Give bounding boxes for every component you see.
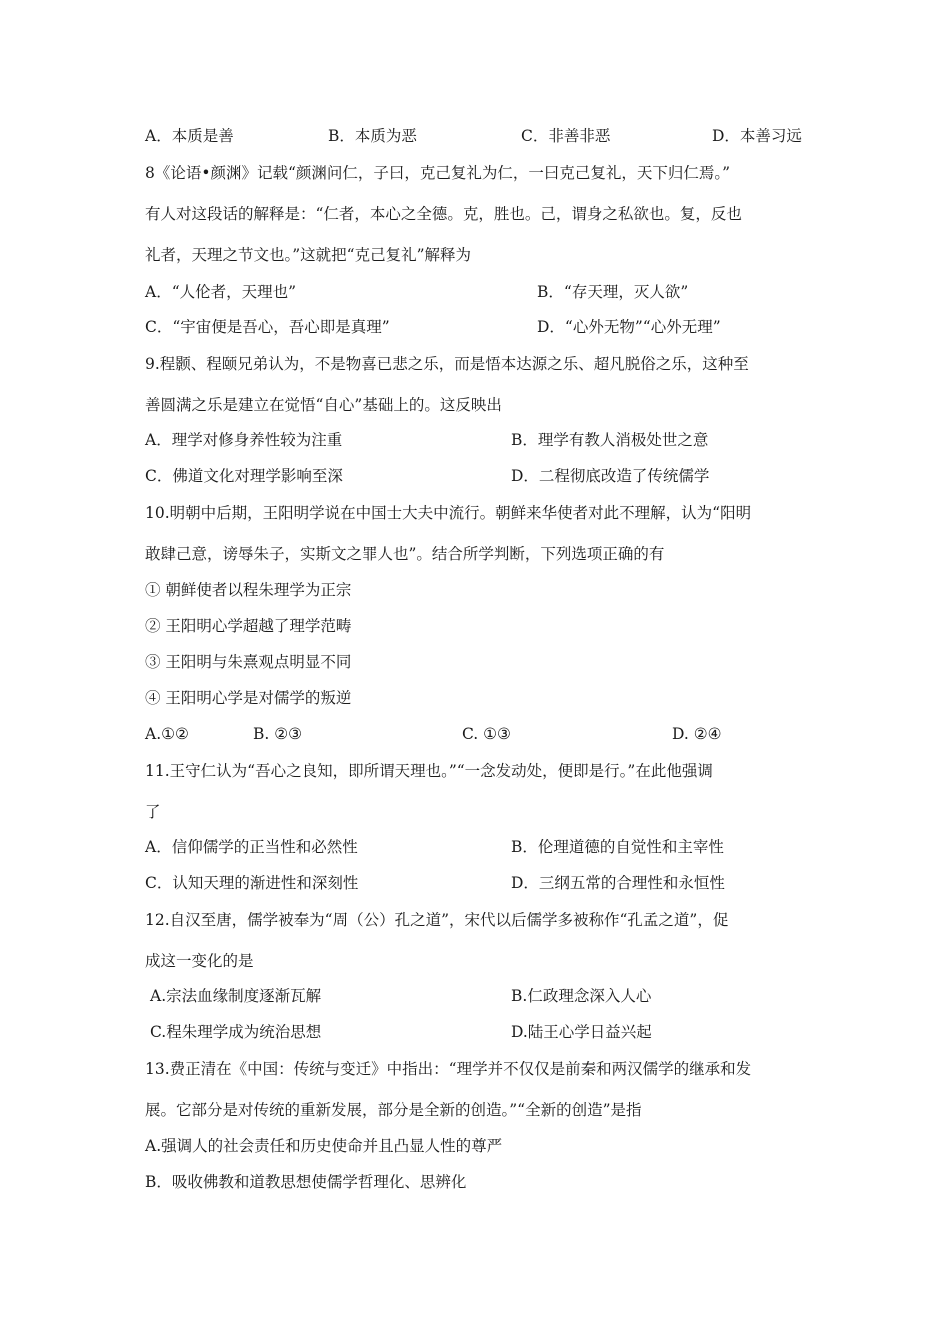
q9-stem-line-1: 9.程颢、程颐兄弟认为，不是物喜已悲之乐，而是悟本达源之乐、超凡脱俗之乐，这种至 <box>145 355 749 373</box>
q10-option-a: A.①② <box>145 725 189 743</box>
q12-stem-line-1: 12.自汉至唐，儒学被奉为“周（公）孔之道”，宋代以后儒学多被称作“孔孟之道”，促 <box>145 911 729 929</box>
q10-item-1: ① 朝鲜使者以程朱理学为正宗 <box>145 581 352 599</box>
q13-stem-line-2: 展。它部分是对传统的重新发展，部分是全新的创造。”“全新的创造”是指 <box>145 1101 642 1119</box>
q8-option-a: A．“人伦者，天理也” <box>145 283 297 301</box>
q12-option-b: B.仁政理念深入人心 <box>511 987 652 1005</box>
q9-option-c: C．佛道文化对理学影响至深 <box>145 467 343 485</box>
q10-option-c: C. ①③ <box>462 725 511 743</box>
q8-stem-line-1: 8《论语•颜渊》记载“颜渊问仁，子曰，克己复礼为仁，一曰克己复礼，天下归仁焉。” <box>145 164 731 182</box>
q10-item-3: ③ 王阳明与朱熹观点明显不同 <box>145 653 352 671</box>
q9-option-b: B．理学有教人消极处世之意 <box>511 431 709 449</box>
q12-stem-line-2: 成这一变化的是 <box>145 952 254 970</box>
q10-stem-line-1: 10.明朝中后期，王阳明学说在中国士大夫中流行。朝鲜来华使者对此不理解，认为“阳明 <box>145 504 752 522</box>
q11-stem-line-2: 了 <box>145 803 161 821</box>
q8-option-c: C．“宇宙便是吾心，吾心即是真理” <box>145 318 390 336</box>
q7-option-c: C．非善非恶 <box>521 127 611 145</box>
q7-option-a: A．本质是善 <box>145 127 234 145</box>
q11-option-c: C．认知天理的渐进性和深刻性 <box>145 874 359 892</box>
q8-option-b: B．“存天理，灭人欲” <box>537 283 689 301</box>
q9-option-a: A．理学对修身养性较为注重 <box>145 431 343 449</box>
q10-option-b: B. ②③ <box>253 725 303 743</box>
q13-option-b: B．吸收佛教和道教思想使儒学哲理化、思辨化 <box>145 1173 467 1191</box>
q12-option-c: C.程朱理学成为统治思想 <box>150 1023 322 1041</box>
q9-stem-line-2: 善圆满之乐是建立在觉悟“自心”基础上的。这反映出 <box>145 396 502 414</box>
q10-stem-line-2: 敢肆己意，谤辱朱子，实斯文之罪人也”。结合所学判断，下列选项正确的有 <box>145 545 665 563</box>
q13-option-a: A.强调人的社会责任和历史使命并且凸显人性的尊严 <box>145 1137 503 1155</box>
q10-item-4: ④ 王阳明心学是对儒学的叛逆 <box>145 689 352 707</box>
q11-stem-line-1: 11.王守仁认为“吾心之良知，即所谓天理也。”“一念发动处，便即是行。”在此他强调 <box>145 762 713 780</box>
q8-stem-line-2: 有人对这段话的解释是：“仁者，本心之全德。克，胜也。己，谓身之私欲也。复，反也 <box>145 205 742 223</box>
q12-option-d: D.陆王心学日益兴起 <box>511 1023 652 1041</box>
q11-option-b: B．伦理道德的自觉性和主宰性 <box>511 838 724 856</box>
q12-option-a: A.宗法血缘制度逐渐瓦解 <box>150 987 322 1005</box>
q8-stem-line-3: 礼者，天理之节文也。”这就把“克己复礼”解释为 <box>145 246 472 264</box>
q9-option-d: D．二程彻底改造了传统儒学 <box>511 467 710 485</box>
q13-stem-line-1: 13.费正清在《中国：传统与变迁》中指出：“理学并不仅仅是前秦和两汉儒学的继承和发 <box>145 1060 752 1078</box>
q11-option-d: D．三纲五常的合理性和永恒性 <box>511 874 725 892</box>
q10-option-d: D. ②④ <box>672 725 722 743</box>
q11-option-a: A．信仰儒学的正当性和必然性 <box>145 838 358 856</box>
q7-option-b: B．本质为恶 <box>328 127 417 145</box>
q7-option-d: D．本善习远 <box>712 127 802 145</box>
q10-item-2: ② 王阳明心学超越了理学范畴 <box>145 617 352 635</box>
q8-option-d: D．“心外无物”“心外无理” <box>537 318 721 336</box>
